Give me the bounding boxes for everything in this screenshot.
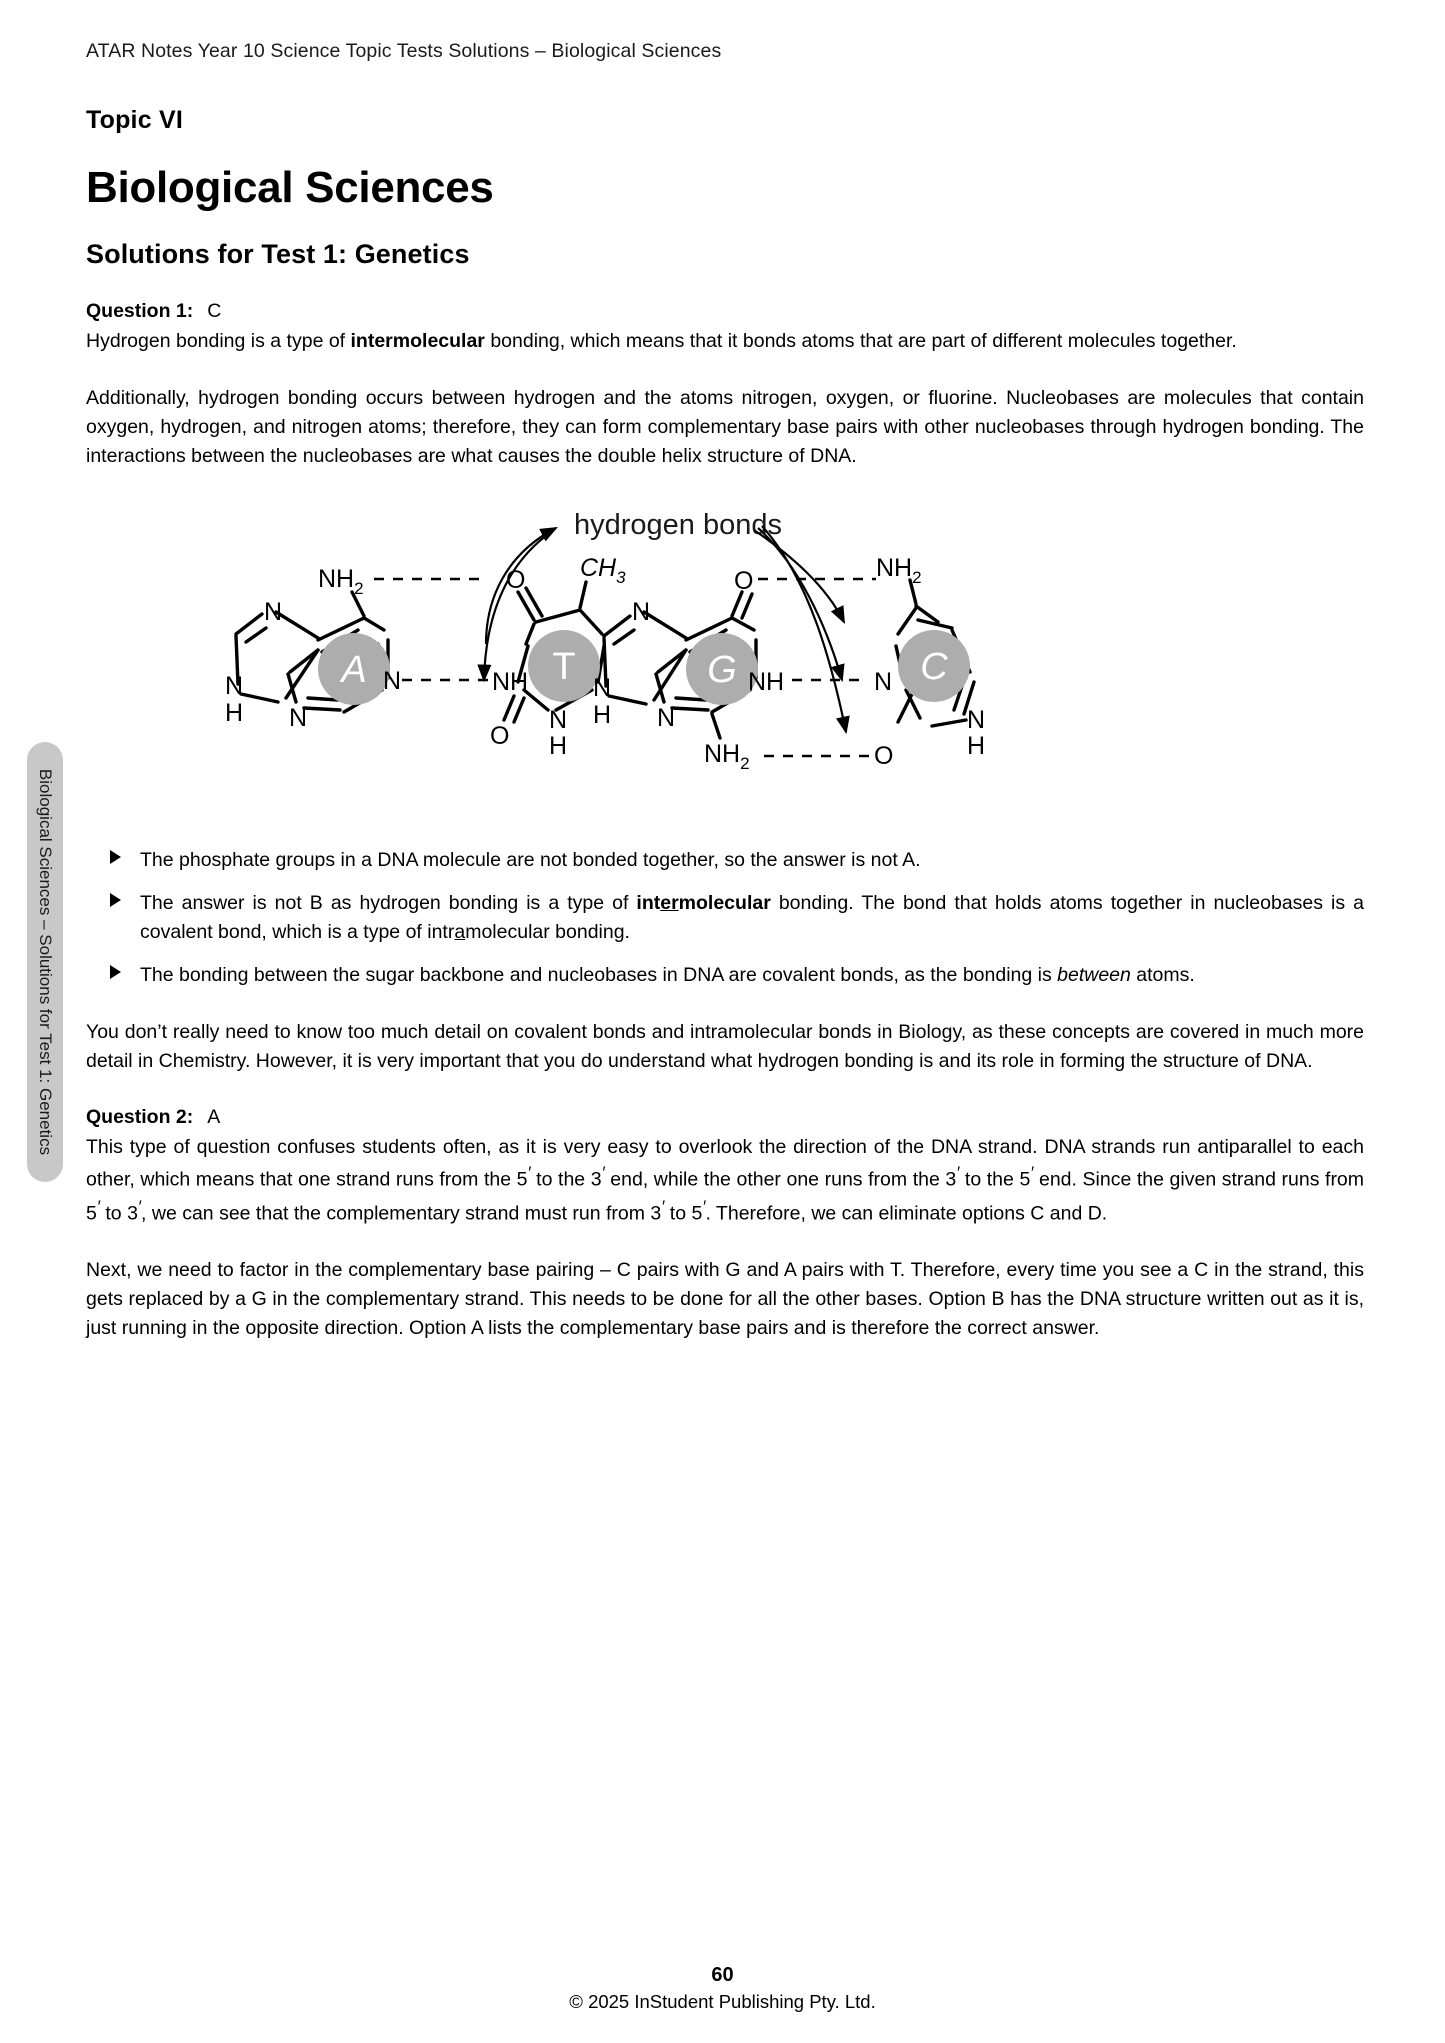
prime-mark: ′ [661, 1196, 665, 1216]
bullet-2-mid: bonding. The bond that holds atoms together in nucleobases is a covalent bond, which is a type of intr [140, 892, 1364, 944]
triangle-bullet-icon [110, 893, 121, 907]
q2-p1-i: . Therefore, we can eliminate options C and D. [705, 1202, 1108, 1225]
running-header: ATAR Notes Year 10 Science Topic Tests Solutions – Biological Sciences [86, 40, 722, 62]
cytosine-n1-h-label: H [967, 732, 986, 761]
guanine-n3-label: N [657, 704, 676, 733]
cytosine-o2-label: O [874, 742, 894, 771]
bullet-2-post: molecular bonding. [465, 921, 630, 944]
adenine-n7-label: N [225, 672, 244, 701]
guanine-n1-label: NH [748, 668, 785, 697]
arrow-from-caption-right-1 [754, 530, 844, 622]
thymine-o4-label: O [506, 566, 526, 595]
question-2-heading [86, 1106, 1364, 1129]
prime-mark: ′ [601, 1163, 605, 1183]
adenine-nh2-label: $NH_2$ [318, 565, 364, 599]
adenine-letter: A [341, 649, 367, 692]
cytosine-letter: C [920, 646, 948, 689]
thymine-n1-label: N [549, 706, 568, 735]
guanine-n7-label: N [593, 674, 612, 703]
q1-p1-bold: intermolecular [350, 330, 485, 352]
cytosine-nh2-label: $NH_2$ [876, 554, 922, 588]
thymine-n3-label: NH [492, 668, 529, 697]
prime-mark: ′ [137, 1196, 142, 1216]
prime-mark: ′ [1030, 1163, 1034, 1183]
bullet-2-bold: intermolecular [636, 892, 771, 915]
bullet-2-pre: The answer is not B as hydrogen bonding is a type of [140, 892, 637, 915]
adenine-thymine-hbonds [374, 579, 490, 680]
question-1-number: Question 1: [86, 300, 194, 322]
question-1-paragraph-2: Additionally, hydrogen bonding occurs between hydrogen and the atoms nitrogen, oxygen, or fluorine. Nucleobases are molecules that contain oxygen, hydrogen, and nitrogen atoms; therefore, they can form complementary base pairs with other nucleobases through hydrogen bonding. The interactions between the nucleobases are what causes the double helix structure of DNA. [86, 386, 1364, 467]
bullet-3-pre: The bonding between the sugar backbone and nucleobases in DNA are covalent bonds, as the bonding is [140, 964, 1058, 987]
q2-p1-g: , we can see that the complementary strand must run from 3 [141, 1202, 662, 1225]
list-item [86, 846, 1364, 875]
base-pair-figure [86, 494, 1364, 824]
side-tab [27, 742, 63, 1182]
prime-mark: ′ [527, 1163, 531, 1183]
guanine-n9-label: N [632, 598, 651, 627]
arrow-from-caption-right-2 [758, 528, 842, 680]
question-2-number: Question 2: [86, 1105, 194, 1128]
q2-p1-d: to the 5 [959, 1168, 1031, 1191]
section-title: Solutions for Test 1: Genetics [86, 239, 470, 269]
guanine-nh2-label: $NH_2$ [704, 740, 750, 774]
question-1-bullet-list [86, 846, 1364, 989]
adenine-n9-label: N [264, 598, 283, 627]
page-title: Biological Sciences [86, 163, 494, 212]
question-2-answer: A [207, 1105, 221, 1128]
arrow-from-caption-right-3 [762, 526, 846, 732]
q2-p1-b: to the 3 [530, 1168, 602, 1191]
guanine-o6-label: O [734, 567, 754, 596]
side-tab-label: Biological Sciences – Solutions for Test 1: Genetics [36, 768, 55, 1156]
prime-mark: ′ [956, 1163, 960, 1183]
cytosine-n1-label: N [967, 706, 986, 735]
thymine-o2-label: O [490, 722, 510, 751]
prime-mark: ′ [702, 1196, 706, 1216]
q1-p1-pre: Hydrogen bonding is a type of [86, 330, 351, 352]
bullet-3-post: atoms. [1130, 964, 1195, 987]
question-1-answer: C [207, 300, 222, 322]
bullet-3-italic: between [1057, 964, 1131, 987]
triangle-bullet-icon [110, 965, 121, 979]
list-item [86, 889, 1364, 947]
adenine-n1-label: N [383, 667, 402, 696]
base-pair-svg [86, 494, 1364, 824]
prime-mark: ′ [96, 1196, 100, 1216]
bullet-2-underline: a [454, 921, 466, 944]
adenine-n3-label: N [289, 704, 308, 733]
topic-label: Topic VI [86, 106, 183, 134]
thymine-n1-h-label: H [549, 732, 568, 761]
guanine-n7-h-label: H [593, 701, 612, 730]
q2-p1-c: end, while the other one runs from the 3 [604, 1168, 957, 1191]
q2-p1-e: end. Since the given strand runs from 5 [86, 1168, 1365, 1225]
question-1-paragraph-1 [86, 327, 1364, 356]
q1-p1-post: bonding, which means that it bonds atoms that are part of different molecules together. [484, 330, 1237, 352]
content-column [86, 0, 1364, 1343]
copyright-notice: © 2025 InStudent Publishing Pty. Ltd. [569, 1991, 876, 2012]
bullet-1-text: The phosphate groups in a DNA molecule are not bonded together, so the answer is not A. [140, 849, 921, 872]
thymine-ch3-label: $CH_3$ [580, 554, 626, 588]
q2-p1-f: to 3 [99, 1202, 138, 1225]
page-number: 60 [711, 1964, 734, 1986]
list-item [86, 961, 1364, 990]
figure-caption-text: hydrogen bonds [574, 509, 782, 542]
q2-p1-h: to 5 [664, 1202, 703, 1225]
bullet-2-bold-underline: er [660, 892, 679, 915]
page-footer [0, 1964, 1445, 2013]
adenine-n7-h-label: H [225, 699, 244, 728]
question-2-paragraph-2: Next, we need to factor in the complementary base pairing – C pairs with G and A pairs with T. Therefore, every time you see a C in the strand, this gets replaced by a G in the complementary strand. This needs to be done for all the other bases. Option B has the DNA structure written out as it is, just running in the opposite direction. Option A lists the complementary base pairs and is therefore the correct answer. [86, 1259, 1364, 1339]
question-1-heading [86, 300, 1364, 323]
q2-p1-a: This type of question confuses students often, as it is very easy to overlook the direction of the DNA strand. DNA strands run antiparallel to each other, which means that one strand runs from the 5 [86, 1135, 1364, 1191]
question-1-closing-paragraph: You don’t really need to know too much detail on covalent bonds and intramolecular bonds in Biology, as these concepts are covered in much more detail in Chemistry. However, it is very important that you do understand what hydrogen bonding is and its role in forming the structure of DNA. [86, 1020, 1364, 1072]
triangle-bullet-icon [110, 850, 121, 864]
thymine-letter: T [552, 646, 576, 689]
question-2-paragraph-1 [86, 1133, 1364, 1229]
guanine-letter: G [707, 649, 737, 692]
cytosine-n3-label: N [874, 668, 893, 697]
